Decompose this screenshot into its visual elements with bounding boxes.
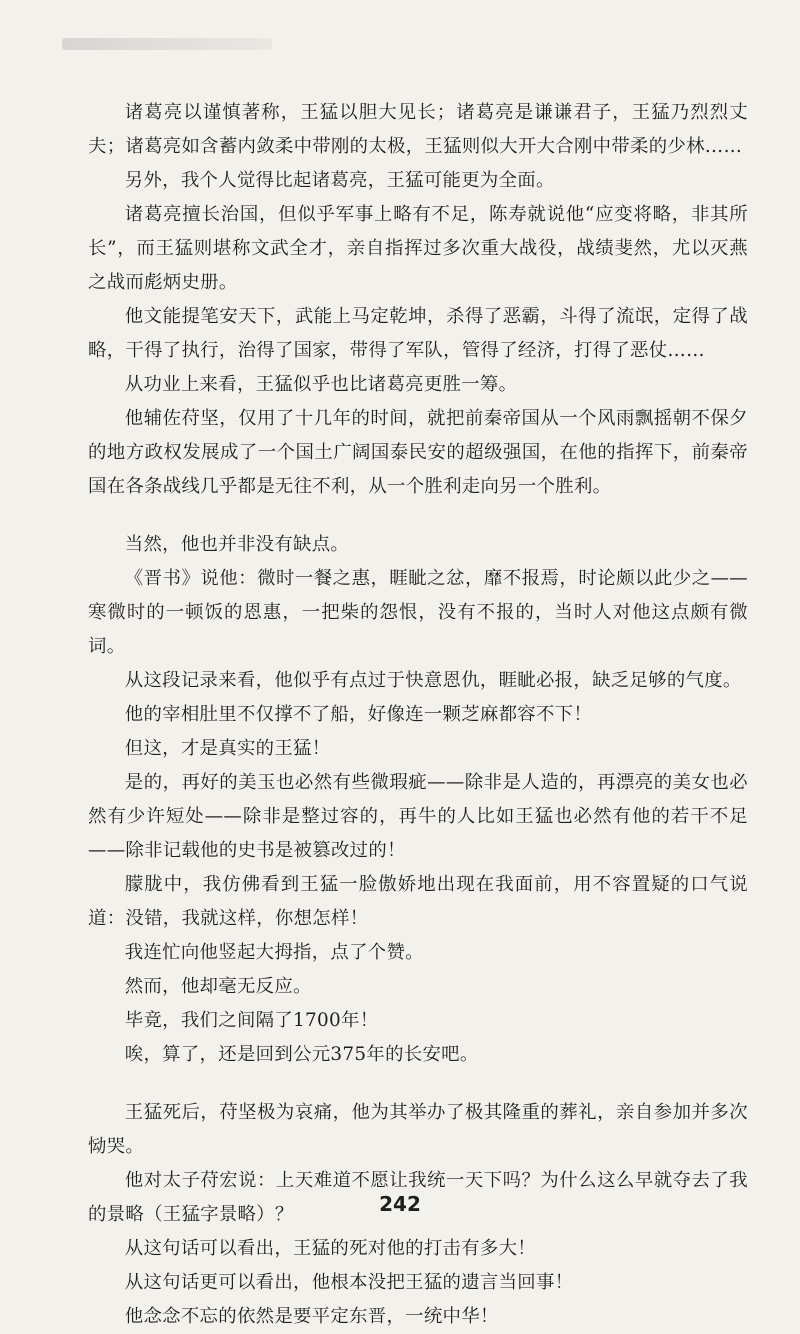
paragraph: 另外，我个人觉得比起诸葛亮，王猛可能更为全面。 (124, 170, 555, 191)
paragraph: 但这，才是真实的王猛！ (124, 738, 331, 759)
paragraph: 王猛死后，苻坚极为哀痛，他为其举办了极其隆重的葬礼，亲自参加并多次恸哭。 (88, 1102, 748, 1157)
paragraph: 是的，再好的美玉也必然有些微瑕疵——除非是人造的，再漂亮的美女也必然有少许短处——除非是整过容的，再牛的人比如王猛也必然有他的若干不足——除非记载他的史书是被篡改过的！ (88, 772, 748, 861)
section-gap (88, 504, 748, 528)
paragraph: 从功业上来看，王猛似乎也比诸葛亮更胜一筹。 (124, 374, 518, 395)
paragraph: 唉，算了，还是回到公元375年的长安吧。 (124, 1044, 479, 1065)
paragraph: 他辅佐苻坚，仅用了十几年的时间，就把前秦帝国从一个风雨飘摇朝不保夕的地方政权发展成了一个国土广阔国泰民安的超级强国，在他的指挥下，前秦帝国在各条战线几乎都是无往不利，从一个胜利走向另一个胜利。 (88, 408, 748, 497)
paragraph: 从这句话可以看出，王猛的死对他的打击有多大！ (124, 1238, 536, 1259)
paragraph: 毕竟，我们之间隔了1700年！ (124, 1010, 379, 1031)
section-gap (88, 1072, 748, 1096)
paragraph: 诸葛亮以谨慎著称，王猛以胆大见长；诸葛亮是谦谦君子，王猛乃烈烈丈夫；诸葛亮如含蓄内敛柔中带刚的太极，王猛则似大开大合刚中带柔的少林…… (88, 102, 748, 157)
paragraph: 他文能提笔安天下，武能上马定乾坤，杀得了恶霸，斗得了流氓，定得了战略，干得了执行，治得了国家，带得了军队，管得了经济，打得了恶仗…… (88, 306, 748, 361)
paragraph: 然而，他却毫无反应。 (124, 976, 312, 997)
paragraph: 从这段记录来看，他似乎有点过于快意恩仇，睚眦必报，缺乏足够的气度。 (124, 670, 742, 691)
paragraph: 我连忙向他竖起大拇指，点了个赞。 (124, 942, 424, 963)
paragraph: 诸葛亮擅长治国，但似乎军事上略有不足，陈寿就说他“应变将略，非其所长”，而王猛则堪称文武全才，亲自指挥过多次重大战役，战绩斐然，尤以灭燕之战而彪炳史册。 (88, 204, 748, 293)
paragraph: 他的宰相肚里不仅撑不了船，好像连一颗芝麻都容不下！ (124, 704, 593, 725)
body-text (88, 96, 748, 1334)
paragraph: 当然，他也并非没有缺点。 (124, 534, 350, 555)
paragraph: 从这句话更可以看出，他根本没把王猛的遗言当回事！ (124, 1272, 574, 1293)
paragraph: 《晋书》说他：微时一餐之惠，睚眦之忿，靡不报焉，时论颇以此少之——寒微时的一顿饭的恩惠，一把柴的怨恨，没有不报的，当时人对他这点颇有微词。 (88, 568, 748, 657)
paragraph: 他念念不忘的依然是要平定东晋，一统中华！ (124, 1306, 499, 1327)
paragraph: 他对太子苻宏说：上天难道不愿让我统一天下吗？为什么这么早就夺去了我的景略（王猛字景略）？ (88, 1170, 748, 1225)
running-header-faint (62, 38, 272, 50)
page-number: 242 (379, 1192, 421, 1216)
paragraph: 朦胧中，我仿佛看到王猛一脸傲娇地出现在我面前，用不容置疑的口气说道：没错，我就这样，你想怎样！ (88, 874, 748, 929)
